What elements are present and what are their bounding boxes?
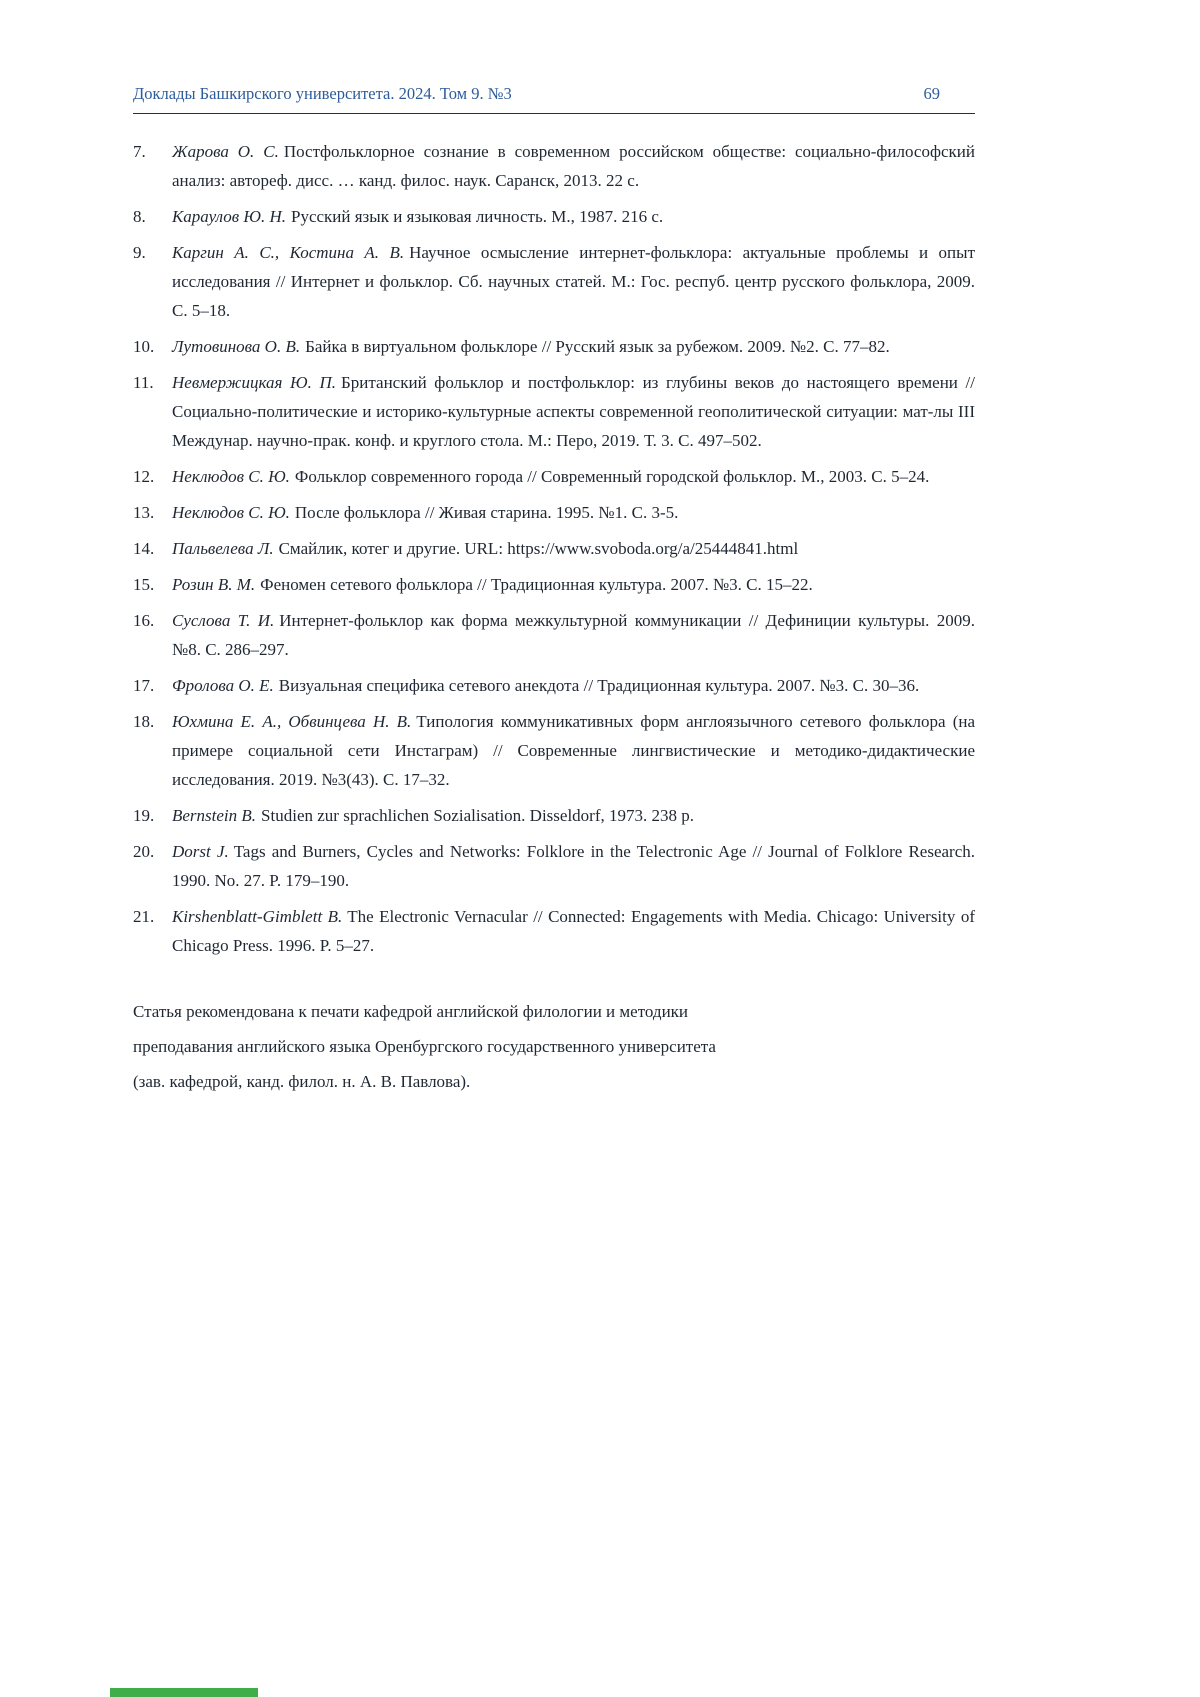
reference-author: Невмержицкая Ю. П. — [172, 373, 337, 392]
page-number: 69 — [923, 84, 940, 103]
reference-text — [172, 902, 975, 960]
reference-item — [133, 137, 975, 195]
reference-item — [133, 606, 975, 664]
reference-item — [133, 902, 975, 960]
reference-author: Караулов Ю. Н. — [172, 207, 286, 226]
reference-text — [172, 137, 975, 195]
reference-item — [133, 671, 975, 700]
reference-text — [172, 332, 975, 361]
reference-text — [172, 606, 975, 664]
reference-text — [172, 238, 975, 325]
references-list — [133, 137, 975, 960]
reference-item — [133, 368, 975, 455]
reference-description: Типология коммуникативных форм англоязычного сетевого фольклора (на примере социальной сети Инстаграм) // Современные лингвистические и методико-дидактические исследования. 2019. №3(43). С. 17–32. — [172, 712, 975, 789]
reference-number: 18. — [133, 712, 155, 731]
reference-description: Tags and Burners, Cycles and Networks: Folklore in the Telectronic Age // Journal of Folklore Research. 1990. No. 27. P. 179–190. — [172, 842, 975, 890]
reference-number: 13. — [133, 503, 155, 522]
reference-number: 19. — [133, 806, 155, 825]
reference-description: Русский язык и языковая личность. М., 1987. 216 с. — [290, 207, 664, 226]
reference-number: 16. — [133, 611, 155, 630]
reference-description: Постфольклорное сознание в современном российском обществе: социально-философский анализ: автореф. дисс. … канд. филос. наук. Саранск, 2013. 22 с. — [172, 142, 975, 190]
reference-number: 8. — [133, 207, 146, 226]
reference-item — [133, 707, 975, 794]
reference-description: Фольклор современного города // Современный городской фольклор. М., 2003. С. 5–24. — [294, 467, 930, 486]
reference-number: 10. — [133, 337, 155, 356]
running-header — [133, 84, 975, 114]
reference-number: 20. — [133, 842, 155, 861]
page-content — [133, 84, 975, 1099]
closing-note-line: преподавания английского языка Оренбургского государственного университета — [133, 1037, 716, 1056]
reference-author: Пальвелева Л. — [172, 539, 274, 558]
reference-number: 21. — [133, 907, 155, 926]
reference-text — [172, 368, 975, 455]
reference-item — [133, 570, 975, 599]
reference-number: 11. — [133, 373, 154, 392]
reference-number: 7. — [133, 142, 146, 161]
reference-item — [133, 462, 975, 491]
reference-description: Байка в виртуальном фольклоре // Русский язык за рубежом. 2009. №2. С. 77–82. — [305, 337, 890, 356]
reference-author: Суслова Т. И. — [172, 611, 275, 630]
reference-description: Интернет-фольклор как форма межкультурной коммуникации // Дефиниции культуры. 2009. №8. С. 286–297. — [172, 611, 975, 659]
reference-number: 14. — [133, 539, 155, 558]
reference-number: 15. — [133, 575, 155, 594]
closing-note — [133, 994, 975, 1099]
reference-author: Жарова О. С. — [172, 142, 279, 161]
reference-author: Каргин А. С., Костина А. В. — [172, 243, 405, 262]
reference-description: После фольклора // Живая старина. 1995. №1. С. 3-5. — [294, 503, 679, 522]
reference-author: Неклюдов С. Ю. — [172, 467, 290, 486]
reference-author: Dorst J. — [172, 842, 229, 861]
closing-note-line: (зав. кафедрой, канд. филол. н. А. В. Павлова). — [133, 1072, 471, 1091]
reference-description: Британский фольклор и постфольклор: из глубины веков до настоящего времени // Социально-политические и историко-культурные аспекты современной геополитической ситуации: мат-лы III Междунар. научно-прак. конф. и круглого стола. М.: Перо, 2019. Т. 3. С. 497–502. — [172, 373, 975, 450]
reference-item — [133, 332, 975, 361]
reference-number: 12. — [133, 467, 155, 486]
reference-item — [133, 498, 975, 527]
reference-number: 17. — [133, 676, 155, 695]
reference-description: Визуальная специфика сетевого анекдота // Традиционная культура. 2007. №3. С. 30–36. — [278, 676, 920, 695]
reference-text — [172, 534, 975, 563]
reference-description: Научное осмысление интернет-фольклора: актуальные проблемы и опыт исследования // Интернет и фольклор. Сб. научных статей. М.: Гос. респуб. центр русского фольклора, 2009. С. 5–18. — [172, 243, 976, 320]
reference-text — [172, 837, 975, 895]
reference-author: Bernstein B. — [172, 806, 257, 825]
reference-text — [172, 671, 975, 700]
reference-item — [133, 202, 975, 231]
reference-item — [133, 534, 975, 563]
reference-description: Studien zur sprachlichen Sozialisation. Disseldorf, 1973. 238 p. — [261, 806, 694, 825]
reference-text — [172, 801, 975, 830]
reference-text — [172, 707, 975, 794]
closing-note-line: Статья рекомендована к печати кафедрой английской филологии и методики — [133, 1002, 689, 1021]
reference-number: 9. — [133, 243, 146, 262]
reference-text — [172, 498, 975, 527]
journal-title: Доклады Башкирского университета. 2024. Том 9. №3 — [133, 84, 512, 103]
reference-item — [133, 238, 975, 325]
reference-text — [172, 570, 975, 599]
reference-text — [172, 462, 975, 491]
reference-text — [172, 202, 975, 231]
reference-description: The Electronic Vernacular // Connected: Engagements with Media. Chicago: University of Chicago Press. 1996. P. 5–27. — [172, 907, 975, 955]
reference-author: Фролова О. Е. — [172, 676, 274, 695]
reference-author: Юхмина Е. А., Обвинцева Н. В. — [172, 712, 412, 731]
reference-author: Розин В. М. — [172, 575, 256, 594]
reference-author: Лутовинова О. В. — [172, 337, 301, 356]
bottom-green-bar — [110, 1688, 258, 1697]
reference-item — [133, 801, 975, 830]
reference-description: Смайлик, котег и другие. URL: https://www.svoboda.org/a/25444841.html — [278, 539, 799, 558]
reference-item — [133, 837, 975, 895]
reference-author: Kirshenblatt-Gimblett B. — [172, 907, 343, 926]
reference-description: Феномен сетевого фольклора // Традиционная культура. 2007. №3. С. 15–22. — [260, 575, 813, 594]
reference-author: Неклюдов С. Ю. — [172, 503, 290, 522]
